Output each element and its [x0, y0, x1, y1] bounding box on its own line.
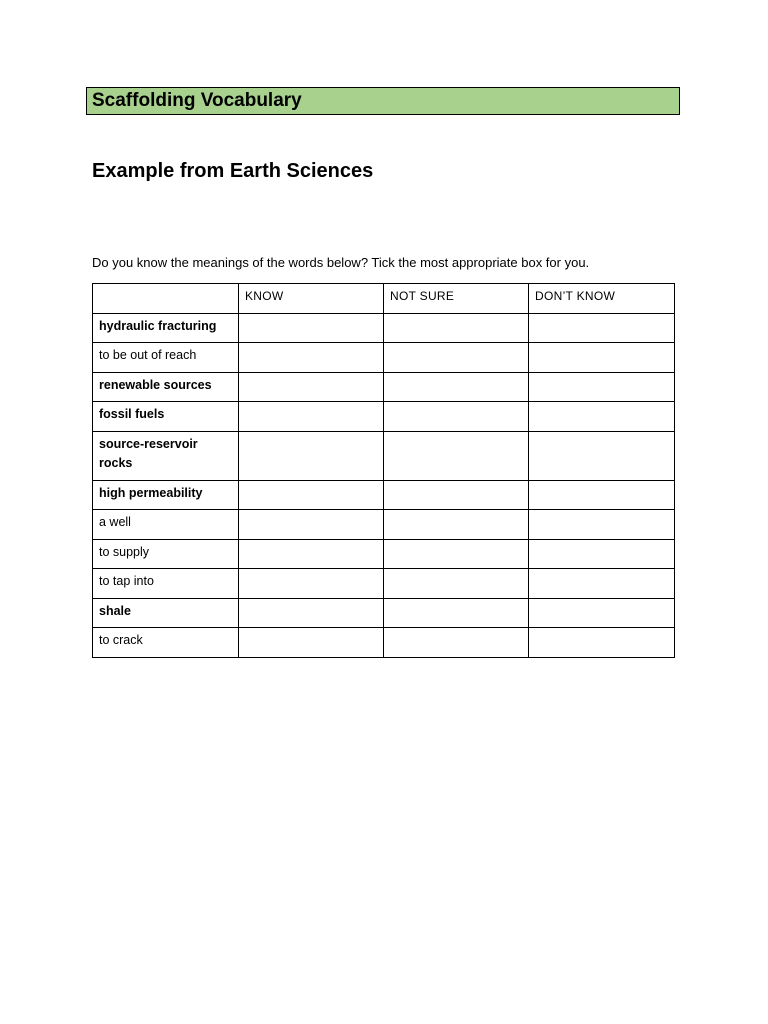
- tick-box-dont-know[interactable]: [529, 313, 675, 343]
- tick-box-dont-know[interactable]: [529, 598, 675, 628]
- table-row: [93, 539, 675, 569]
- table-row: [93, 510, 675, 540]
- tick-box-dont-know[interactable]: [529, 480, 675, 510]
- document-title: Scaffolding Vocabulary: [92, 90, 302, 111]
- tick-box-know[interactable]: [239, 313, 384, 343]
- header-word-column: [93, 284, 239, 314]
- tick-box-dont-know[interactable]: [529, 431, 675, 480]
- tick-box-dont-know[interactable]: [529, 372, 675, 402]
- table-row: [93, 480, 675, 510]
- vocab-word: hydraulic fracturing: [93, 313, 239, 343]
- vocab-word: to tap into: [93, 569, 239, 599]
- tick-box-know[interactable]: [239, 431, 384, 480]
- vocab-word: to crack: [93, 628, 239, 658]
- tick-box-know[interactable]: [239, 343, 384, 373]
- tick-box-dont-know[interactable]: [529, 569, 675, 599]
- document-subtitle: Example from Earth Sciences: [92, 160, 374, 182]
- tick-box-know[interactable]: [239, 598, 384, 628]
- tick-box-know[interactable]: [239, 402, 384, 432]
- table-header-row: [93, 284, 675, 314]
- table-row: [93, 628, 675, 658]
- tick-box-know[interactable]: [239, 628, 384, 658]
- header-not-sure: NOT SURE: [384, 284, 529, 314]
- vocab-word: to supply: [93, 539, 239, 569]
- tick-box-dont-know[interactable]: [529, 539, 675, 569]
- tick-box-dont-know[interactable]: [529, 343, 675, 373]
- table-row: [93, 598, 675, 628]
- tick-box-not-sure[interactable]: [384, 628, 529, 658]
- tick-box-dont-know[interactable]: [529, 628, 675, 658]
- tick-box-not-sure[interactable]: [384, 569, 529, 599]
- vocab-word: renewable sources: [93, 372, 239, 402]
- vocab-word: fossil fuels: [93, 402, 239, 432]
- header-dont-know: DON’T KNOW: [529, 284, 675, 314]
- instruction-text: Do you know the meanings of the words below? Tick the most appropriate box for you.: [92, 255, 590, 270]
- tick-box-know[interactable]: [239, 372, 384, 402]
- tick-box-know[interactable]: [239, 480, 384, 510]
- document-title-banner: [86, 87, 680, 115]
- tick-box-not-sure[interactable]: [384, 431, 529, 480]
- vocab-word: high permeability: [93, 480, 239, 510]
- tick-box-know[interactable]: [239, 510, 384, 540]
- vocabulary-table: [92, 283, 675, 658]
- tick-box-not-sure[interactable]: [384, 343, 529, 373]
- table-row: [93, 431, 675, 480]
- vocab-word: a well: [93, 510, 239, 540]
- table-row: [93, 569, 675, 599]
- table-row: [93, 402, 675, 432]
- vocab-word: source-reservoir rocks: [93, 431, 239, 480]
- tick-box-know[interactable]: [239, 569, 384, 599]
- tick-box-dont-know[interactable]: [529, 402, 675, 432]
- tick-box-dont-know[interactable]: [529, 510, 675, 540]
- vocab-word: shale: [93, 598, 239, 628]
- table-row: [93, 343, 675, 373]
- tick-box-not-sure[interactable]: [384, 598, 529, 628]
- tick-box-know[interactable]: [239, 539, 384, 569]
- table-row: [93, 372, 675, 402]
- header-know: KNOW: [239, 284, 384, 314]
- tick-box-not-sure[interactable]: [384, 372, 529, 402]
- tick-box-not-sure[interactable]: [384, 313, 529, 343]
- vocabulary-rows: [93, 313, 675, 657]
- tick-box-not-sure[interactable]: [384, 510, 529, 540]
- tick-box-not-sure[interactable]: [384, 539, 529, 569]
- vocab-word: to be out of reach: [93, 343, 239, 373]
- tick-box-not-sure[interactable]: [384, 402, 529, 432]
- tick-box-not-sure[interactable]: [384, 480, 529, 510]
- table-row: [93, 313, 675, 343]
